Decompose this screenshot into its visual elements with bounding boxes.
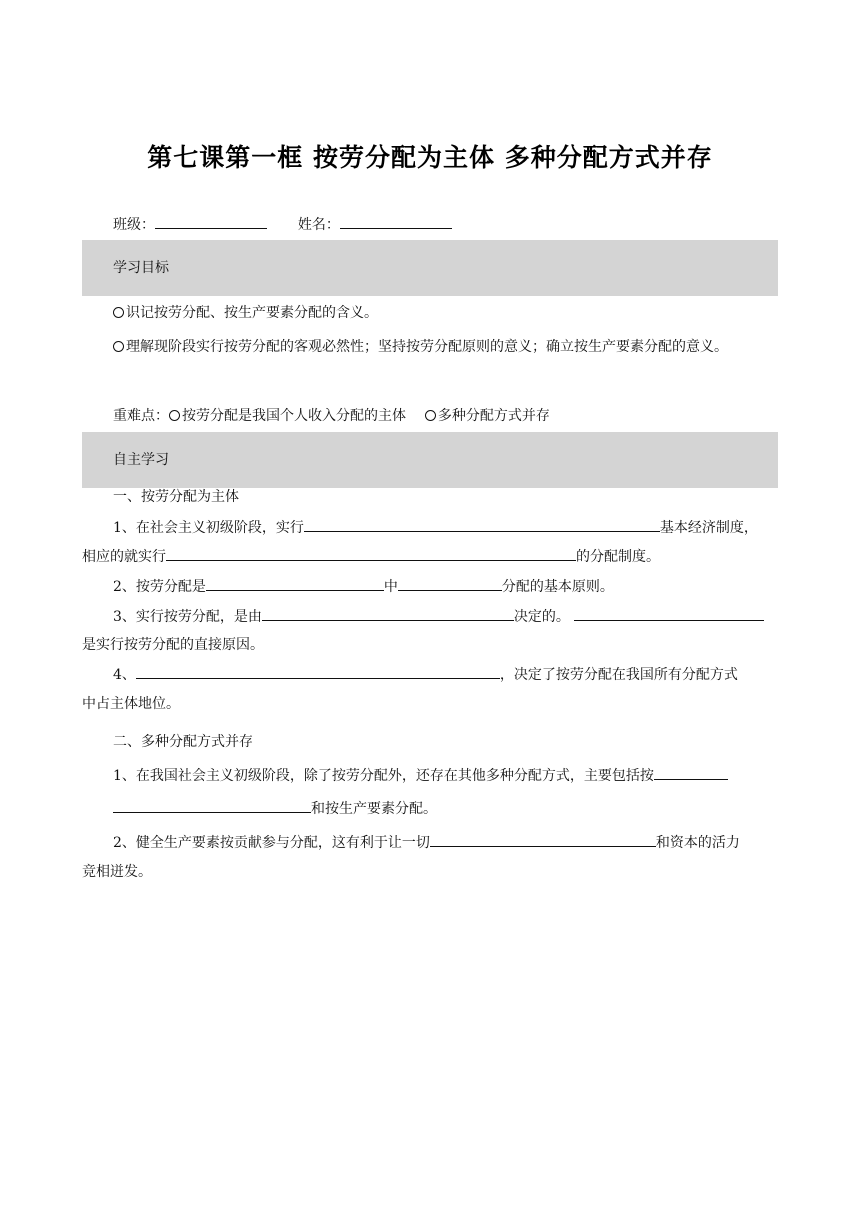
- class-field[interactable]: [155, 214, 267, 229]
- blank-1-3-b[interactable]: [574, 606, 764, 621]
- question-1-1-line-2: [82, 546, 660, 567]
- blank-2-1-a[interactable]: [654, 765, 728, 780]
- objectives-header: [82, 240, 778, 296]
- circle-bullet-icon: [113, 341, 124, 352]
- section-1-title: 一、按劳分配为主体: [113, 489, 239, 505]
- question-2-1-line-1: [113, 765, 728, 786]
- question-text: 的分配制度。: [576, 549, 660, 565]
- circle-bullet-icon: [425, 410, 436, 421]
- objective-text-1: 识记按劳分配、按生产要素分配的含义。: [126, 305, 378, 321]
- question-text: 1、在我国社会主义初级阶段，除了按劳分配外，还存在其他多种分配方式，主要包括按: [113, 768, 654, 784]
- page-title: 第七课第一框 按劳分配为主体 多种分配方式并存: [147, 143, 713, 172]
- objective-item-2: [113, 337, 728, 357]
- objective-text-2: 理解现阶段实行按劳分配的客观必然性；坚持按劳分配原则的意义；确立按生产要素分配的意义。: [126, 339, 728, 355]
- question-1-2: [113, 576, 614, 597]
- section-2-title: 二、多种分配方式并存: [113, 734, 253, 750]
- blank-1-2-a[interactable]: [206, 576, 384, 591]
- question-text: 决定的。: [513, 609, 570, 625]
- self-study-heading: 自主学习: [113, 452, 169, 468]
- blank-2-1-b[interactable]: [113, 798, 311, 813]
- student-info-row: [113, 214, 452, 235]
- self-study-header: [82, 432, 778, 488]
- question-text: ，决定了按劳分配在我国所有分配方式: [499, 667, 738, 683]
- question-text: 相应的就实行: [82, 549, 166, 565]
- question-1-4-line-2: 中占主体地位。: [82, 696, 180, 712]
- objective-item-1: [113, 303, 378, 323]
- blank-1-4-a[interactable]: [136, 664, 500, 679]
- question-text: 1、在社会主义初级阶段，实行: [113, 520, 304, 536]
- name-label: 姓名：: [297, 217, 340, 233]
- keypoints-row: [113, 406, 550, 426]
- question-2-2-line-2: 竞相迸发。: [82, 864, 152, 880]
- question-2-1-line-2: [113, 798, 437, 819]
- blank-2-2-a[interactable]: [430, 832, 656, 847]
- keypoint-1: 按劳分配是我国个人收入分配的主体: [182, 408, 406, 424]
- circle-bullet-icon: [113, 307, 124, 318]
- question-1-3-line-1: [113, 606, 764, 627]
- question-1-4-line-1: [113, 664, 738, 685]
- question-1-1-line-1: [113, 517, 758, 538]
- question-text: 3、实行按劳分配，是由: [113, 609, 262, 625]
- keypoints-label: 重难点：: [113, 408, 169, 424]
- name-field[interactable]: [340, 214, 452, 229]
- keypoint-2: 多种分配方式并存: [437, 408, 550, 424]
- class-label: 班级：: [113, 217, 155, 233]
- question-text: 2、健全生产要素按贡献参与分配，这有利于让一切: [113, 835, 430, 851]
- question-text: 2、按劳分配是: [113, 579, 206, 595]
- question-1-3-line-2: 是实行按劳分配的直接原因。: [82, 637, 264, 653]
- blank-1-3-a[interactable]: [262, 606, 514, 621]
- blank-1-2-b[interactable]: [398, 576, 502, 591]
- blank-1-1-b[interactable]: [166, 546, 576, 561]
- question-text: 和按生产要素分配。: [311, 801, 437, 817]
- circle-bullet-icon: [169, 410, 180, 421]
- question-text: 基本经济制度，: [659, 520, 758, 536]
- question-text: 4、: [113, 667, 136, 683]
- question-2-2-line-1: [113, 832, 740, 853]
- question-text: 和资本的活力: [655, 835, 740, 851]
- question-text: 中: [383, 579, 398, 595]
- blank-1-1-a[interactable]: [304, 517, 660, 532]
- objectives-heading: 学习目标: [113, 260, 169, 276]
- question-text: 分配的基本原则。: [501, 579, 614, 595]
